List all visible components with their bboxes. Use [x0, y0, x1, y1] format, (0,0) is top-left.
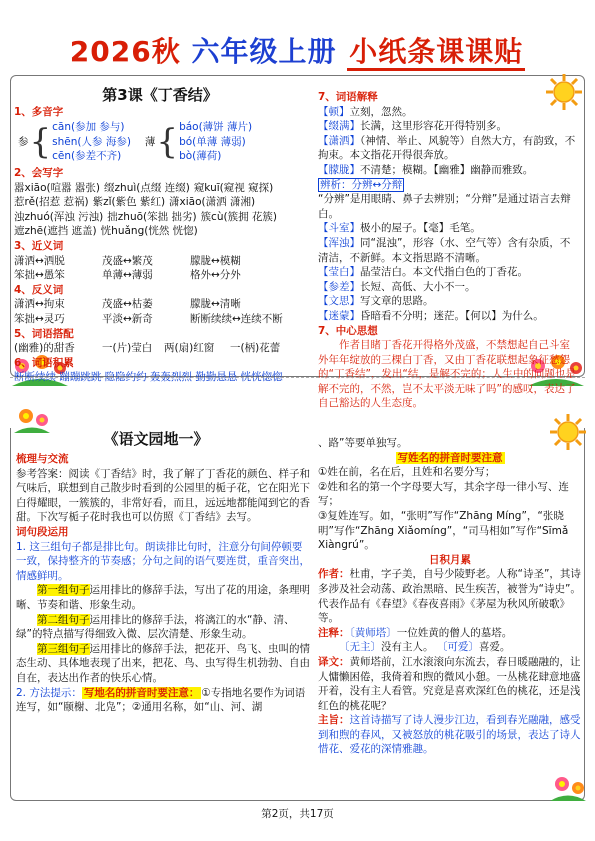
section-center-thought: 7、中心思想 — [318, 324, 378, 337]
polyphonic-char-bao: 薄 — [144, 135, 156, 148]
antonym-item: 断断续续↔连续不断 — [190, 312, 283, 325]
collocation-row — [14, 341, 306, 356]
annotation: 注释：〔黄师塔〕一位姓黄的僧人的墓塔。 — [318, 626, 513, 639]
review-answer: 参考答案：阅读《丁香结》时，我了解了丁香花的颜色、样子和气味后，联想到自己散步时看到的公园里的栀子花，它在阳光下白得耀眼，一簇簇的，非常好看，而且，远远地都能闻到它的香甜。下次写栀子花时我也可以仿照《丁香结》去写。 — [16, 467, 310, 524]
name-pinyin-heading-wrap — [318, 451, 582, 466]
collocation-item: 一(柄)花蕾 — [230, 342, 281, 355]
page-number: 第2页，共17页 — [261, 808, 334, 820]
garden-left-column — [16, 452, 310, 715]
title-series: 小纸条课课贴 — [347, 35, 525, 71]
write-item: 恍huǎng(恍然 恍惚) — [100, 225, 198, 238]
antonym-item: 平淡↔新奇 — [102, 312, 153, 325]
name-rule: ③复姓连写。如，“张明”写作“Zhāng Míng”，“张晓明”写作“Zhāng Xiǎomíng”，“司马相如”写作“Sīmǎ Xiàngrú”。 — [318, 509, 569, 552]
definition-item: 【参差】长短、高低、大小不一。 — [318, 280, 476, 293]
synonym-item: 朦胧↔模糊 — [190, 254, 241, 267]
author-info: 作者：杜甫，字子美，自号少陵野老。人称“诗圣”，其诗多涉及社会动荡、政治黑暗、民生疾苦，被誉为“诗史”。代表作品有《春望》《春夜喜雨》《茅屋为秋风所破歌》等。 — [318, 568, 581, 625]
definition-item: 【潇洒】（神情、举止、风貌等）自然大方，有韵致，不拘束。本文指花开得很奔放。 — [318, 134, 576, 162]
definition-item: 【顿】立刻，忽然。 — [318, 105, 413, 118]
section-divider — [10, 377, 585, 378]
heading-daily-accumulation: 日积月累 — [429, 553, 471, 566]
group1-note: 第一组句子运用排比的修辞手法，写出了花的用途，条理明晰、节奏和谐、形象生动。 — [16, 584, 310, 611]
collocation-item: 一(片)莹白 — [102, 342, 153, 355]
reading-item: báo(薄饼 薄片) — [179, 121, 253, 134]
definition-item: 【浑浊】同“混浊”，形容（水、空气等）含有杂质，不清洁，不新鲜。本文指思路不清晰。 — [318, 236, 571, 264]
reading-item: cān(参加 参与) — [52, 121, 125, 134]
write-row — [14, 224, 306, 239]
synonym-item: 格外↔分外 — [190, 269, 241, 282]
can-readings — [52, 120, 131, 164]
method-tip: 2. 方法提示： 写地名的拼音时要注意： ①专指地名要作为词语连写，如“颐榭、北凫”；②通用名称，如“山、河、湖 — [16, 686, 306, 714]
synonym-row — [14, 268, 306, 283]
flower-icon — [548, 772, 588, 802]
annotation-cont: 〔无主〕没有主人。 〔可爱〕喜爱。 — [339, 641, 511, 654]
translation: 译文：黄师塔前，江水滚滚向东流去，春日暖融融的，让人慵懒困倦，我倚着和煦的微风小憩。一丛桃花肆意地盛开着，没有主人看管。究竟是喜欢深红色的桃花，还是浅红色的桃花呢？ — [318, 655, 581, 712]
group3-note: 第三组句子运用排比的修辞手法，把花开、鸟飞、虫叫的情态生动、具体地表现了出来，把花、鸟、虫写得生机勃勃、自由自在，表达出作者的快乐心情。 — [16, 642, 310, 684]
garden-right-column — [318, 436, 582, 757]
synonym-item: 单薄↔薄弱 — [102, 269, 153, 282]
synonym-item: 潇洒↔洒脱 — [14, 254, 65, 267]
lesson3-title: 第3课《丁香结》 — [102, 86, 218, 104]
brace-icon: { — [156, 122, 179, 163]
antonym-item: 朦胧↔清晰 — [190, 298, 241, 311]
definition-item: 【缀满】长满，这里形容花开得特别多。 — [318, 120, 507, 133]
synonym-row — [14, 254, 306, 269]
parallelism-note: 1. 这三组句子都是排比句。朗读排比句时，注意分句间停顿要一致，保持整齐的节奏感；分句之间的语气要连贯，重音突出，情感鲜明。 — [16, 540, 310, 582]
name-pinyin-heading: 写姓名的拼音时要注意 — [397, 451, 503, 464]
brace-icon: { — [29, 122, 52, 163]
definition-item: 【斗室】极小的屋子。【毫】毛笔。 — [318, 222, 481, 235]
lesson3-right-column — [318, 90, 580, 411]
method-tip-continued: 、路”等要单独写。 — [318, 437, 408, 449]
center-thought-text: 作者目睹丁香花开得格外茂盛，不禁想起自己斗室外年年绽放的三棵白丁香，又由丁香花联想起象征愁怨的“丁香结”，发出“结，是解不完的；人生中的问题也是解不完的，不然，岂不太平淡无味了吗”的感叹，表达了自己豁达的人生态度。 — [318, 339, 576, 410]
definition-item: 【朦胧】不清楚；模糊。【幽雅】幽静而雅致。 — [318, 163, 534, 176]
lesson3-left-column — [14, 88, 306, 385]
write-item: 窥kuī(窥视 窥探) — [193, 181, 274, 194]
definition-item: 【文思】写文章的思路。 — [318, 295, 434, 308]
bao-readings — [179, 120, 252, 164]
page-title — [0, 30, 595, 70]
write-item: 紫zǐ(紫色 紫红) — [92, 196, 166, 209]
heading-sentence-use: 词句段运用 — [16, 525, 69, 538]
section-synonyms: 3、近义词 — [14, 239, 64, 252]
polyphonic-group — [18, 120, 306, 164]
write-item: 惹rě(招惹 惹祸) — [14, 196, 89, 209]
write-item: 簇cù(簇拥 花簇) — [200, 210, 278, 223]
collocation-item: (幽雅)的甜香 — [14, 342, 75, 355]
write-item: 浊zhuó(浑浊 污浊) — [14, 210, 104, 223]
theme: 主旨：这首诗描写了诗人漫步江边，看到春光融融，感受到和煦的春风，又被怒放的桃花吸引的场景，表达了诗人惜花、爱花的深情雅趣。 — [318, 714, 581, 756]
write-item: 嚣xiāo(喧嚣 嚣张) — [14, 181, 101, 194]
definition-item: 【迷蒙】昏暗看不分明；迷茫。【何以】为什么。 — [318, 309, 544, 322]
heading-review: 梳理与交流 — [16, 453, 69, 465]
collocation-item: 两(扇)红窗 — [164, 342, 215, 355]
write-row — [14, 181, 306, 196]
garden-title: 《语文园地一》 — [103, 430, 209, 448]
definition-item: 辨析：分辨↔分辩 “分辨”是用眼睛、鼻子去辨别；“分辩”是通过语言去辩白。 — [318, 178, 571, 220]
write-row — [14, 210, 306, 225]
reading-item: cēn(参差不齐) — [52, 150, 122, 163]
write-row — [14, 195, 306, 210]
group2-note: 第二组句子运用排比的修辞手法，将漓江的水“静、清、绿”的特点描写得细致入微、层次清楚、形象生动。 — [16, 613, 295, 641]
synonym-item: 笨拙↔愚笨 — [14, 269, 65, 282]
polyphonic-char-can: 参 — [18, 135, 29, 148]
title-year: 2026秋 — [69, 35, 181, 68]
definition-item: 【莹白】晶莹洁白。本文代指白色的丁香花。 — [318, 266, 528, 279]
reading-item: shēn(人参 海参) — [52, 135, 131, 148]
synonym-item: 茂盛↔繁茂 — [102, 254, 153, 267]
section-polyphonic: 1、多音字 — [14, 105, 64, 118]
reading-item: bò(薄荷) — [179, 150, 222, 163]
write-item: 遮zhē(遮挡 遮盖) — [14, 225, 97, 238]
antonym-item: 茂盛↔枯萎 — [102, 298, 153, 311]
section-definitions: 7、词语解释 — [318, 91, 378, 103]
reading-item: bó(单薄 薄弱) — [179, 135, 246, 148]
write-item: 潇xiāo(潇洒 潇湘) — [169, 196, 256, 209]
section-accumulation: 6、词语积累 — [14, 356, 74, 369]
section-write-chars: 2、会写字 — [14, 166, 64, 179]
antonym-row — [14, 312, 306, 327]
write-item: 拙zhuō(笨拙 拙劣) — [107, 210, 197, 223]
title-grade: 六年级上册 — [191, 35, 337, 68]
section-collocations: 5、词语搭配 — [14, 327, 74, 340]
section-antonyms: 4、反义词 — [14, 283, 64, 296]
name-rule: ②姓和名的第一个字母要大写，其余字母一律小写、连写； — [318, 480, 569, 508]
name-rule: ①姓在前，名在后，且姓和名要分写； — [318, 466, 496, 479]
write-item: 缀zhuì(点缀 连缀) — [104, 181, 190, 194]
antonym-item: 潇洒↔拘束 — [14, 298, 65, 311]
antonym-item: 笨拙↔灵巧 — [14, 312, 65, 325]
antonym-row — [14, 297, 306, 312]
accumulation-words: 断断续续 蹦蹦跳跳 隐隐约约 轰轰烈烈 勤勤恳恳 恍恍惚惚 — [14, 371, 283, 384]
